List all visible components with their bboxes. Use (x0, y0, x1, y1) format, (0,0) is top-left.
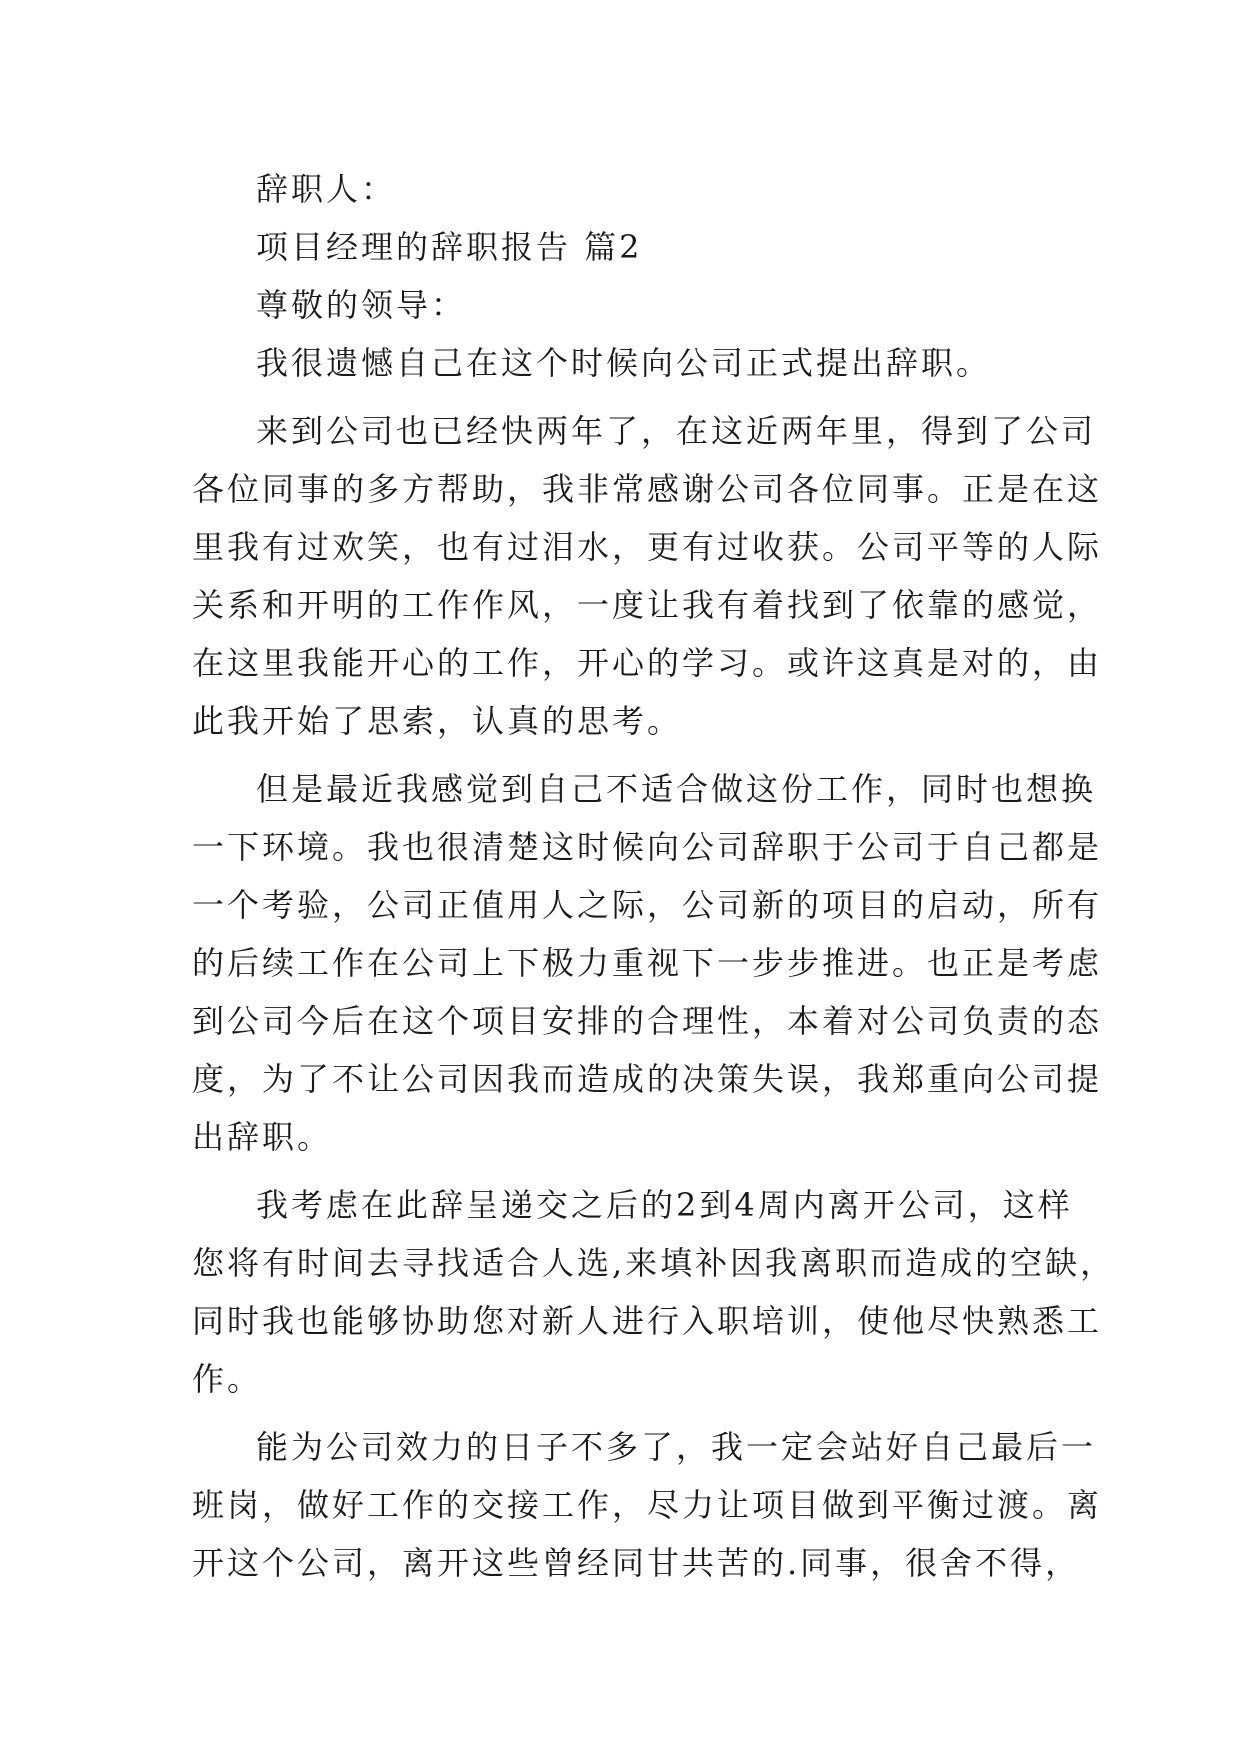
paragraph-line: 开这个公司，离开这些曾经同甘共苦的.同事，很舍不得， (192, 1544, 1081, 1582)
paragraph-line: 来到公司也已经快两年了，在这近两年里，得到了公司 (256, 412, 1097, 450)
report-heading: 项目经理的辞职报告 篇2 (256, 228, 643, 266)
paragraph-line: 各位同事的多方帮助，我非常感谢公司各位同事。正是在这 (192, 470, 1103, 508)
paragraph-line: 作。 (192, 1360, 263, 1398)
paragraph-line: 到公司今后在这个项目安排的合理性，本着对公司负责的态 (192, 1002, 1103, 1040)
paragraph-1 (192, 334, 1052, 392)
paragraph-5 (192, 1418, 1103, 1592)
paragraph-2 (192, 402, 1103, 750)
paragraph-line: 在这里我能开心的工作，开心的学习。或许这真是对的，由 (192, 644, 1103, 682)
paragraph-4 (192, 1176, 1116, 1408)
paragraph-line: 此我开始了思索，认真的思考。 (192, 702, 683, 740)
paragraph-line: 里我有过欢笑，也有过泪水，更有过收获。公司平等的人际 (192, 528, 1103, 566)
paragraph-line: 班岗，做好工作的交接工作，尽力让项目做到平衡过渡。离 (192, 1486, 1103, 1524)
paragraph-line: 出辞职。 (192, 1118, 333, 1156)
signature-label: 辞职人： (256, 170, 397, 208)
paragraph-line: 能为公司效力的日子不多了，我一定会站好自己最后一 (256, 1428, 1097, 1466)
salutation: 尊敬的领导： (256, 286, 467, 324)
paragraph-line: 我考虑在此辞呈递交之后的2到4周内离开公司，这样 (256, 1186, 1073, 1224)
paragraph-line: 关系和开明的工作作风，一度让我有着找到了依靠的感觉， (192, 586, 1103, 624)
paragraph-line: 同时我也能够协助您对新人进行入职培训，使他尽快熟悉工 (192, 1302, 1103, 1340)
paragraph-line: 我很遗憾自己在这个时候向公司正式提出辞职。 (256, 344, 992, 382)
paragraph-line: 一个考验，公司正值用人之际，公司新的项目的启动，所有 (192, 886, 1103, 924)
paragraph-line: 但是最近我感觉到自己不适合做这份工作，同时也想换 (256, 770, 1097, 808)
paragraph-line: 您将有时间去寻找适合人选,来填补因我离职而造成的空缺， (192, 1244, 1116, 1282)
paragraph-3 (192, 760, 1103, 1166)
paragraph-line: 度，为了不让公司因我而造成的决策失误，我郑重向公司提 (192, 1060, 1103, 1098)
document-body (192, 160, 1116, 1592)
paragraph-line: 一下环境。我也很清楚这时候向公司辞职于公司于自己都是 (192, 828, 1103, 866)
paragraph-line: 的后续工作在公司上下极力重视下一步步推进。也正是考虑 (192, 944, 1103, 982)
